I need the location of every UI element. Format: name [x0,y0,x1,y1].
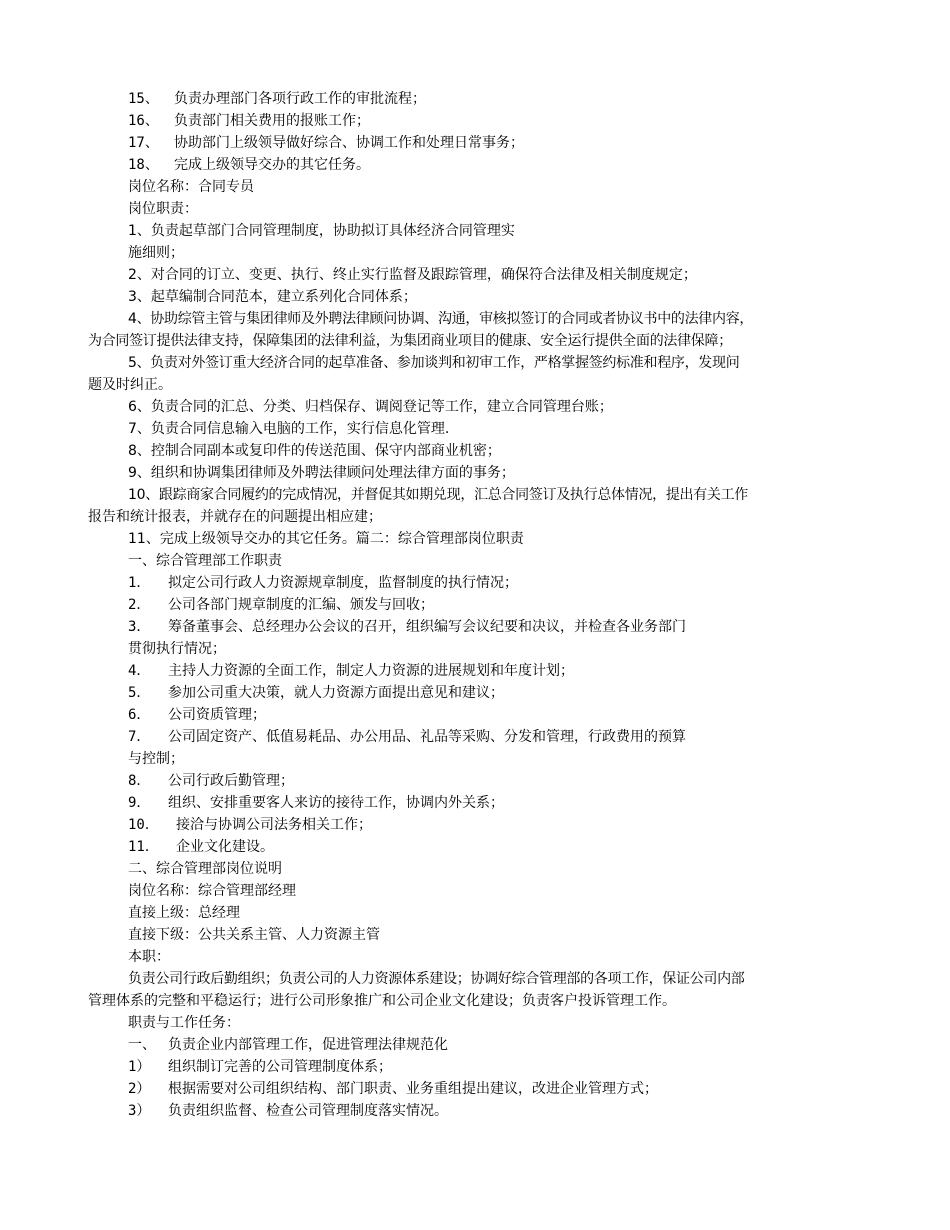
list-item [88,132,868,154]
item-text: 负责企业内部管理工作，促进管理法律规范化 [168,1037,448,1053]
item-number: 11． [128,839,159,855]
sub-task-item [88,1078,868,1100]
item-text: 组织制订完善的公司管理制度体系； [168,1059,392,1075]
item-text: 公司各部门规章制度的汇编、颁发与回收； [168,597,434,613]
section-heading: 二、综合管理部岗位说明 [128,861,282,877]
item-number: 2） [128,1081,151,1097]
list-item [88,594,868,616]
list-item: 11、完成上级领导交办的其它任务。篇二：综合管理部岗位职责 [128,531,524,547]
list-item [88,616,868,638]
list-item: 7、负责合同信息输入电脑的工作，实行信息化管理. [128,421,450,437]
list-item: 1、负责起草部门合同管理制度，协助拟订具体经济合同管理实 [128,223,515,239]
list-item [88,836,868,858]
list-item-continuation: 报告和统计报表，并就存在的问题提出相应建； [88,509,382,525]
item-number: 7． [128,729,151,745]
list-item: 5、负责对外签订重大经济合同的起草准备、参加谈判和初审工作，严格掌握签约标准和程序，发现问 [128,355,740,371]
direct-superior: 直接上级：总经理 [128,905,240,921]
item-text: 企业文化建设。 [176,839,274,855]
list-item: 9、组织和协调集团律师及外聘法律顾问处理法律方面的事务； [128,465,515,481]
post-duty-heading: 岗位职责： [128,201,198,217]
item-number: 6． [128,707,151,723]
list-item-continuation: 题及时纠正。 [88,377,172,393]
item-text: 公司资质管理； [168,707,266,723]
sub-task-item [88,1056,868,1078]
list-item [88,792,868,814]
item-text: 负责办理部门各项行政工作的审批流程； [174,91,426,107]
list-item [88,682,868,704]
list-item [88,726,868,748]
item-text: 负责部门相关费用的报账工作； [174,113,370,129]
sub-task-item [88,1100,868,1122]
document-page [88,88,868,1122]
item-text: 完成上级领导交办的其它任务。 [174,157,370,173]
item-text: 根据需要对公司组织结构、部门职责、业务重组提出建议，改进企业管理方式； [168,1081,658,1097]
task-item [88,1034,868,1056]
item-number: 15、 [128,91,159,107]
duty-text: 负责公司行政后勤组织；负责公司的人力资源体系建设；协调好综合管理部的各项工作，保证公司内部 [128,971,745,987]
item-number: 16、 [128,113,159,129]
duty-text-continuation: 管理体系的完整和平稳运行；进行公司形象推广和公司企业文化建设；负责客户投诉管理工作。 [88,993,676,1009]
list-item: 10、跟踪商家合同履约的完成情况，并督促其如期兑现，汇总合同签订及执行总体情况，提出有关工作 [128,487,749,503]
item-number: 5． [128,685,151,701]
list-item-continuation: 施细则； [128,245,184,261]
item-number: 9． [128,795,151,811]
list-item [88,770,868,792]
item-text: 公司固定资产、低值易耗品、办公用品、礼品等采购、分发和管理，行政费用的预算 [168,729,686,745]
list-item-continuation: 与控制； [128,751,184,767]
item-number: 1． [128,575,151,591]
tasks-heading: 职责与工作任务： [128,1015,240,1031]
list-item [88,88,868,110]
item-text: 主持人力资源的全面工作，制定人力资源的进展规划和年度计划； [168,663,574,679]
item-number: 10． [128,817,159,833]
post-title: 岗位名称：合同专员 [128,179,254,195]
duty-label: 本职： [128,949,170,965]
item-number: 18、 [128,157,159,173]
item-number: 3． [128,619,151,635]
list-item-continuation: 为合同签订提供法律支持，保障集团的法律利益，为集团商业项目的健康、安全运行提供全面的法律保障； [88,333,732,349]
list-item: 6、负责合同的汇总、分类、归档保存、调阅登记等工作，建立合同管理台账； [128,399,613,415]
list-item [88,110,868,132]
list-item [88,660,868,682]
item-text: 负责组织监督、检查公司管理制度落实情况。 [168,1103,448,1119]
item-text: 接洽与协调公司法务相关工作； [176,817,372,833]
item-text: 筹备董事会、总经理办公会议的召开，组织编写会议纪要和决议，并检查各业务部门 [168,619,686,635]
item-text: 公司行政后勤管理； [168,773,294,789]
item-text: 参加公司重大决策，就人力资源方面提出意见和建议； [168,685,504,701]
item-number: 2． [128,597,151,613]
list-item: 8、控制合同副本或复印件的传送范围、保守内部商业机密； [128,443,501,459]
item-number: 3） [128,1103,151,1119]
item-text: 拟定公司行政人力资源规章制度，监督制度的执行情况； [168,575,518,591]
item-text: 协助部门上级领导做好综合、协调工作和处理日常事务； [174,135,524,151]
list-item [88,572,868,594]
list-item [88,704,868,726]
list-item [88,154,868,176]
post-title: 岗位名称：综合管理部经理 [128,883,296,899]
list-item-continuation: 贯彻执行情况； [128,641,226,657]
list-item [88,814,868,836]
list-item: 2、对合同的订立、变更、执行、终止实行监督及跟踪管理，确保符合法律及相关制度规定； [128,267,697,283]
item-number: 8． [128,773,151,789]
list-item: 4、协助综管主管与集团律师及外聘法律顾问协调、沟通，审核拟签订的合同或者协议书中的法律内容， [128,311,754,327]
item-number: 一、 [128,1037,156,1053]
list-item: 3、起草编制合同范本，建立系列化合同体系； [128,289,417,305]
item-number: 4． [128,663,151,679]
direct-subordinate: 直接下级：公共关系主管、人力资源主管 [128,927,380,943]
item-number: 1） [128,1059,151,1075]
item-number: 17、 [128,135,159,151]
section-heading: 一、综合管理部工作职责 [128,553,282,569]
item-text: 组织、安排重要客人来访的接待工作，协调内外关系； [168,795,504,811]
